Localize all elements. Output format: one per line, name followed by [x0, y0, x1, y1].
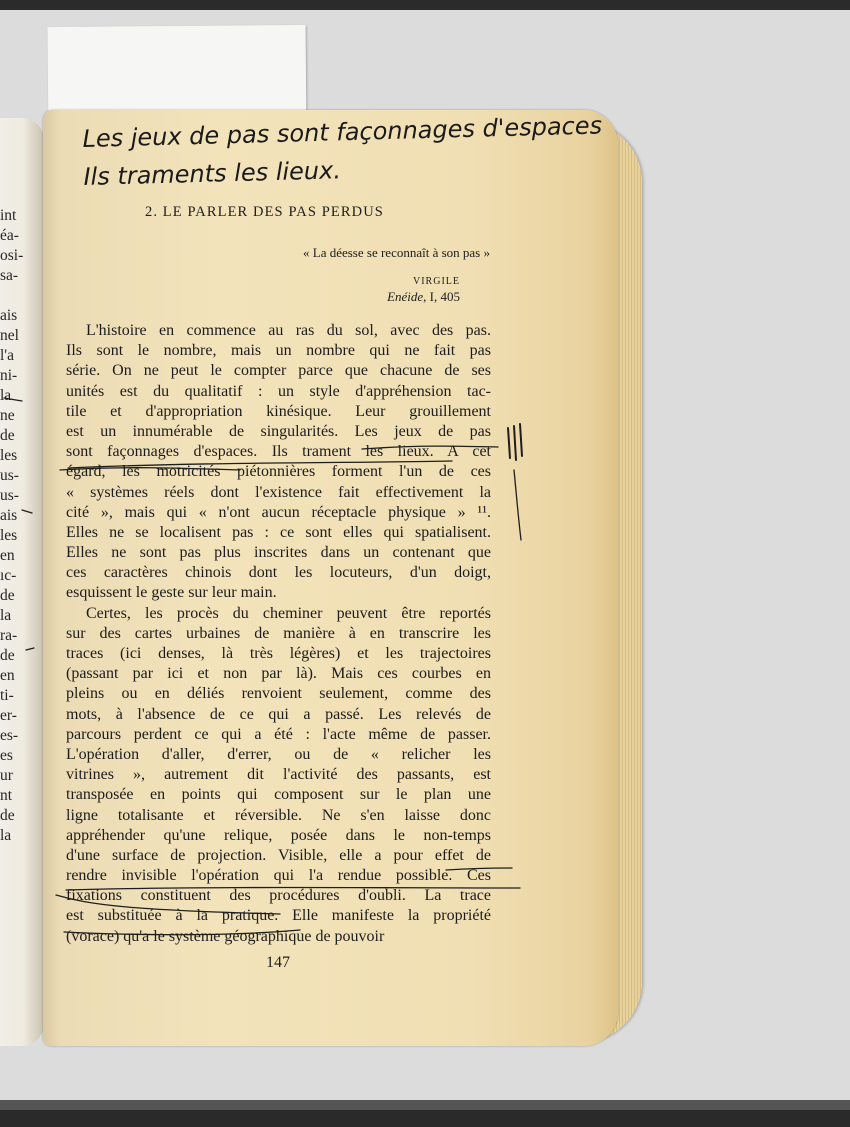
left-page-fragment: l'a: [0, 347, 14, 364]
handwritten-line-2: Ils traments les lieux.: [83, 156, 342, 191]
text-line: ces caractères chinois dont les locuteurs, d'un doigt,: [66, 564, 491, 582]
left-page-fragment: ıc-: [0, 567, 17, 584]
text-line: Certes, les procès du cheminer peuvent être reportés: [86, 604, 491, 622]
text-line: pleins ou en déliés renvoient seulement, comme des: [66, 685, 491, 703]
left-page-fragment: es-: [0, 727, 19, 744]
left-page-fragment: de: [0, 587, 15, 604]
left-page-fragment: les: [0, 527, 18, 544]
left-page-fragment: ra-: [0, 627, 18, 644]
text-line: cité », mais qui « n'ont aucun réceptacle physique » ¹¹.: [66, 503, 491, 521]
left-page-fragment: nt: [0, 787, 13, 804]
left-page-fragment: sa-: [0, 267, 19, 284]
left-page-fragments: [0, 206, 23, 846]
left-page-fragment: de: [0, 427, 15, 444]
text-line: (vorace) qu'a le système géographique de pouvoir: [66, 927, 385, 945]
left-page-fragment: int: [0, 207, 17, 224]
left-page-fragment: les: [0, 447, 18, 464]
text-line: série. On ne peut le compter parce que chacune de ses: [66, 362, 491, 380]
text-line: transposée en points qui composent sur le plan une: [66, 786, 491, 804]
left-page-fragment: ais: [0, 507, 18, 524]
left-page-fragment: la: [0, 827, 12, 844]
epigraph-author: VIRGILE: [413, 276, 460, 287]
left-page-fragment: en: [0, 547, 15, 564]
text-line: unités est du qualitatif : un style d'appréhension tac-: [66, 382, 491, 400]
left-page-fragment: ne: [0, 407, 15, 424]
left-page-fragment: us-: [0, 487, 19, 504]
text-line: rendre invisible l'opération qui l'a rendue possible. Ces: [66, 867, 491, 885]
left-page-fragment: la: [0, 607, 12, 624]
left-page-fragment: er-: [0, 707, 17, 724]
left-page-fragment: de: [0, 807, 15, 824]
text-line: appréhender qu'une relique, posée dans le non-temps: [66, 826, 491, 844]
left-page-fragment: ur: [0, 767, 13, 784]
text-line: vitrines », autrement dit l'activité des passants, est: [66, 766, 491, 784]
left-page-fragment: la: [0, 387, 12, 404]
text-line: traces (ici denses, là très légères) et les trajectoires: [66, 645, 491, 662]
epigraph-work: Enéide: [387, 289, 424, 304]
left-page-fragment: en: [0, 667, 15, 684]
text-line: d'une surface de projection. Visible, elle a pour effet de: [66, 846, 491, 864]
left-page-fragment: osi-: [0, 247, 24, 264]
text-line: mots, à l'absence de ce qui a passé. Les relevés de: [66, 705, 491, 723]
text-line: Elles ne sont pas plus inscrites dans un contenant que: [66, 544, 491, 562]
page-number: 147: [266, 954, 290, 971]
left-page-fragment: ti-: [0, 687, 14, 704]
text-line: fixations constituent des procédures d'oubli. La trace: [66, 887, 491, 905]
epigraph-reference: [387, 289, 460, 305]
left-page-fragment: es: [0, 747, 13, 764]
text-line: ligne totalisante et réversible. Ne s'en laisse donc: [66, 806, 491, 824]
left-page-fragment: [0, 286, 23, 306]
text-line: esquissent le geste sur leur main.: [66, 584, 277, 602]
left-page-fragment: nel: [0, 327, 19, 344]
text-line: Elles ne se localisent pas : ce sont elles qui spatialisent.: [66, 523, 491, 541]
left-page-fragment: us-: [0, 467, 19, 484]
handwritten-line-1: Les jeux de pas sont façonnages d'espaces: [82, 111, 603, 153]
text-line: sont façonnages d'espaces. Ils trament les lieux. A cet: [66, 443, 491, 461]
scan-bottom-border: [0, 1100, 850, 1127]
left-page-fragment: éa-: [0, 227, 19, 244]
text-line: L'histoire en commence au ras du sol, avec des pas.: [86, 322, 491, 339]
chapter-title: 2. LE PARLER DES PAS PERDUS: [145, 204, 384, 220]
left-page-fragment: ni-: [0, 367, 18, 384]
text-line: tile et d'appropriation kinésique. Leur grouillement: [66, 402, 491, 420]
scan-top-border: [0, 0, 850, 10]
text-line: est un innumérable de singularités. Les jeux de pas: [66, 422, 491, 440]
left-page-edge: [0, 118, 44, 1046]
text-line: sur des cartes urbaines de manière à en transcrire les: [66, 624, 491, 642]
epigraph-quote: « La déesse se reconnaît à son pas »: [303, 245, 490, 260]
epigraph-ref: , I, 405: [423, 289, 460, 304]
text-line: « systèmes réels dont l'existence fait effectivement la: [66, 483, 491, 501]
scan-bottom-strip: [0, 1100, 850, 1110]
text-line: parcours perdent ce qui a été : l'acte même de passer.: [66, 725, 491, 743]
text-line: (passant par ici et non par là). Mais ces courbes en: [66, 665, 491, 683]
text-line: égard, les motricités piétonnières forment l'un de ces: [66, 463, 491, 481]
text-line: L'opération d'aller, d'errer, ou de « relicher les: [66, 745, 491, 763]
handwritten-note: [82, 106, 604, 196]
body-text: [66, 321, 491, 947]
left-page-fragment: de: [0, 647, 15, 664]
text-line: est substituée à la pratique. Elle manifeste la propriété: [66, 907, 491, 925]
text-line: Ils sont le nombre, mais un nombre qui ne fait pas: [66, 342, 491, 360]
left-page-fragment: ais: [0, 307, 18, 324]
